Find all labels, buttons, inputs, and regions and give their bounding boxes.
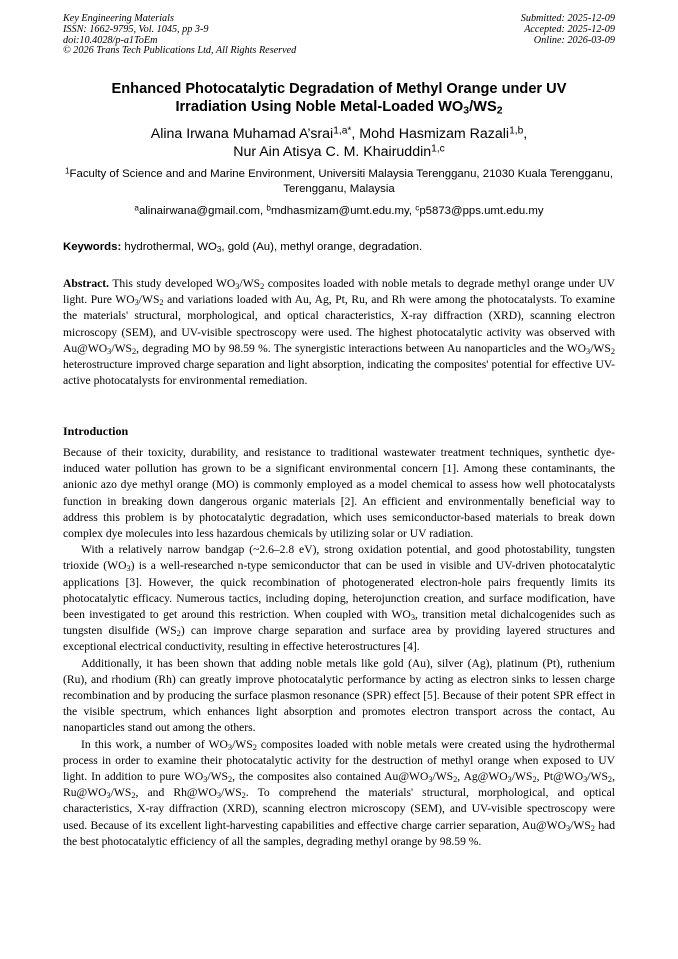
- author-1: Alina Irwana Muhamad A’srai: [150, 126, 334, 142]
- author-2: Mohd Hasmizam Razali: [359, 126, 510, 142]
- affiliation: $^1$Faculty of Science and and Marine Environment, Universiti Malaysia Terengganu, 21030 Kuala Terengganu, Terengganu, Malaysia: [64, 166, 614, 195]
- keywords: Keywords: hydrothermal, $WO_3$, gold (Au), methyl orange, degradation.: [63, 241, 423, 254]
- title-line-2: Irradiation Using Noble Metal-Loaded $WO_3/WS_2$: [175, 98, 503, 116]
- section-heading-introduction: Introduction: [63, 424, 129, 438]
- paragraph: In this work, a number of $WO_3/WS_2$ composites loaded with noble metals were created using the hydrothermal process in order to examine their photocatalytic activity for the destruction of methyl orange when exposed to UV light. In addition to pure $WO_3/WS_2$, the composites also contained $Au@WO_3/WS_2$, $Ag@WO_3/WS_2$, $Pt@WO_3/WS_2$, $Ru@WO_3/WS_2$, and $Rh@WO_3/WS_2$. To comprehend the materials' structural, morphological, and optical characteristics, X-ray diffraction (XRD), scanning electron microscopy (SEM), and UV-visible spectroscopy were used. Because of its excellent light-harvesting capabilities and effective charge carrier separation, $Au@WO_3/WS_2$ had the best photocatalytic efficiency of all the samples, degrading methyl orange by 98.59 %.: [63, 737, 615, 848]
- keywords-label: Keywords:: [63, 241, 122, 253]
- email-b: mdhasmizam@umt.edu.my: [270, 205, 409, 217]
- journal-issn: ISSN: 1662-9795, Vol. 1045, pp 3-9: [63, 23, 209, 35]
- abstract-label: Abstract.: [63, 277, 110, 290]
- submitted-date: Submitted: 2025-12-09: [520, 13, 615, 24]
- journal-doi: doi:10.4028/p-a1ToEm: [63, 34, 158, 46]
- introduction-body: [63, 445, 615, 850]
- accepted-date: Accepted: 2025-12-09: [524, 23, 615, 35]
- online-date: Online: 2026-03-09: [533, 34, 615, 46]
- journal-name: Key Engineering Materials: [63, 13, 174, 24]
- author-3: Nur Ain Atisya C. M. Khairuddin: [233, 144, 432, 160]
- abstract: Abstract. This study developed $WO_3/WS_2$ composites loaded with noble metals to degrade methyl orange under UV light. Pure $WO_3/WS_2$ and variations loaded with Au, Ag, Pt, Ru, and Rh were among the photocatalysts. To examine the materials' structural, morphological, and optical characteristics, X-ray diffraction (XRD), scanning electron microscopy (SEM), and UV-visible spectroscopy were used. The highest photocatalytic activity was observed with $Au@WO_3/WS_2$, degrading MO by 98.59 %. The synergistic interactions between Au nanoparticles and the $WO_3/WS_2$ heterostructure improved charge separation and light absorption, indicating the composites' potential for effective UV-active photocatalysts for environmental remediation.: [63, 277, 615, 388]
- author-emails: $^a$alinairwana@gmail.com, $^b$mdhasmizam@umt.edu.my, $^c$p5873@pps.umt.edu.my: [134, 203, 544, 217]
- paragraph: With a relatively narrow bandgap (~2.6–2.8 eV), strong oxidation potential, and good photostability, tungsten trioxide $(WO_3)$ is a well-researched n-type semiconductor that can be used in visible and UV-driven photocatalytic applications [3]. However, the quick recombination of photogenerated electron-hole pairs frequently limits its photocatalytic efficacy. Numerous tactics, including doping, heterojunction creation, and surface modification, have been investigated to get around this restriction. When coupled with $WO_3$, transition metal dichalcogenides such as tungsten disulfide $(WS_2)$ can improve charge separation and surface area by providing layered structures and exceptional electrical conductivity, resulting in effective heterostructures [4].: [63, 543, 616, 654]
- paper-title: [63, 81, 615, 116]
- title-line-1: Enhanced Photocatalytic Degradation of Methyl Orange under UV: [111, 81, 567, 97]
- journal-header-left: [63, 14, 296, 57]
- email-c: p5873@pps.umt.edu.my: [419, 205, 544, 217]
- author-list: Alina Irwana Muhamad A’srai$^{1,a*}$, Mohd Hasmizam Razali$^{1,b}$, Nur Ain Atisya C. M. Khairuddin$^{1,c}$: [150, 125, 528, 160]
- email-a: alinairwana@gmail.com: [138, 205, 261, 217]
- journal-copyright: © 2026 Trans Tech Publications Ltd, All Rights Reserved: [63, 45, 297, 57]
- paragraph: Because of their toxicity, durability, and resistance to traditional wastewater treatment techniques, synthetic dye-induced water pollution has grown to be a significant environmental concern [1]. Among these contaminants, the anionic azo dye methyl orange (MO) is commonly employed as a model chemical to assess how well photocatalysts function in breaking down dangerous organic materials [2]. An efficient and environmentally beneficial way to address this problem is by photocatalytic degradation, which uses semiconductor-based materials to break down complex dye molecules into less hazardous chemicals by utilizing solar or UV radiation.: [63, 446, 615, 541]
- journal-header-right: [521, 14, 615, 46]
- paragraph: Additionally, it has been shown that adding noble metals like gold (Au), silver (Ag), platinum (Pt), ruthenium (Ru), and rhodium (Rh) can greatly improve photocatalytic performance by acting as electron sinks to lessen charge recombination and by producing the surface plasmon resonance (SPR) effect [5]. Because of their potent SPR effect in the visible spectrum, which enhances light absorption and promotes electron transport across the contact, Au nanoparticles stand out among the others.: [63, 656, 615, 735]
